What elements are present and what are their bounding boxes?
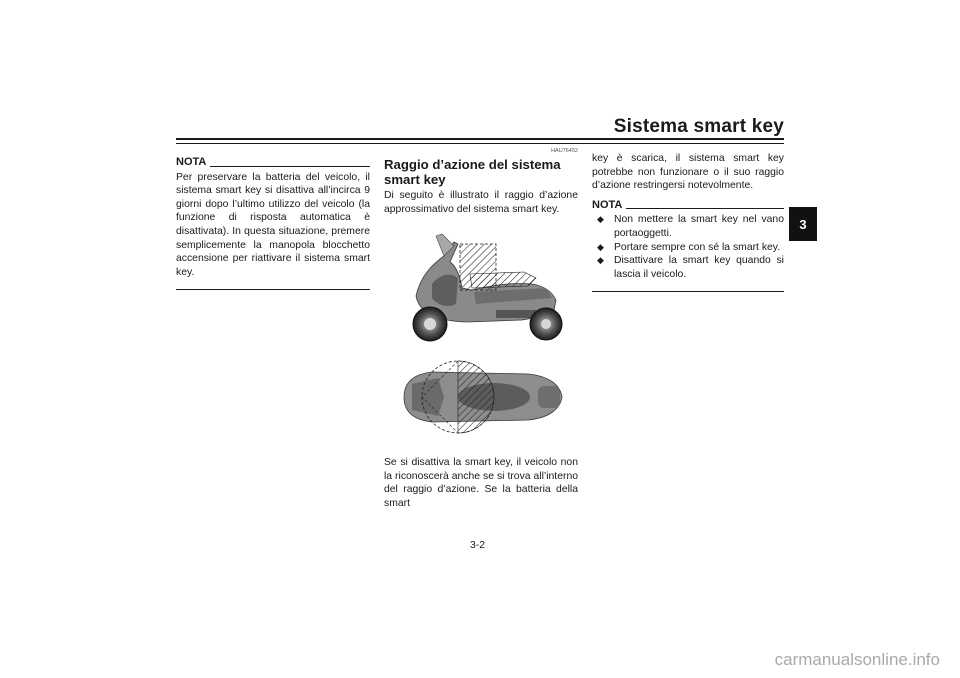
list-item-text: Disattivare la smart key quando si lascia il veicolo. <box>614 255 784 280</box>
note-bullet-list <box>592 213 784 281</box>
bullet-icon: ◆ <box>597 241 604 252</box>
page-title: Sistema smart key <box>613 116 784 137</box>
scooter-top-view-illustration <box>398 356 568 438</box>
note-heading <box>592 199 784 213</box>
header-rule-thick <box>176 138 784 140</box>
watermark[interactable]: carmanualsonline.info <box>774 650 940 669</box>
note-text: Per preservare la batteria del veicolo, il sistema smart key si disattiva all’incirca 9 giorni dopo l’ultimo utilizzo del veicolo (la funzione di risposta automatica è disattivata). In questa situazione, premere semplicemente la manopola blocchetto accensione per riattivare il sistema smart key. <box>176 171 370 278</box>
section-code: HAU76452 <box>551 148 578 154</box>
middle-column <box>384 148 578 511</box>
list-item-text: Non mettere la smart key nel vano portaoggetti. <box>614 214 784 239</box>
section-title: Raggio d’azione del sistema smart key <box>384 157 561 187</box>
left-column <box>176 156 370 290</box>
bullet-icon: ◆ <box>597 255 604 266</box>
note-heading <box>176 156 370 170</box>
list-item <box>592 213 784 240</box>
scooter-side-view-illustration <box>396 226 566 348</box>
right-column <box>592 152 784 292</box>
chapter-tab[interactable]: 3 <box>789 207 817 241</box>
note-heading-label: NOTA <box>592 198 623 211</box>
list-item <box>592 241 784 255</box>
list-item <box>592 254 784 281</box>
section-intro: Di seguito è illustrato il raggio d’azione approssimativo del sistema smart key. <box>384 190 578 215</box>
note-heading-label: NOTA <box>176 156 207 168</box>
bullet-icon: ◆ <box>597 214 604 225</box>
section-after-text: Se si disattiva la smart key, il veicolo non la riconoscerà anche se si trova all’interno del raggio d’azione. Se la batteria della smart <box>384 457 578 509</box>
note-end-rule <box>592 291 784 292</box>
header-rule-thin <box>176 143 784 144</box>
continued-text: key è scarica, il sistema smart key potrebbe non funzionare o il suo raggio d’azione restringersi notevolmente. <box>592 153 784 192</box>
list-item-text: Portare sempre con sé la smart key. <box>614 241 781 253</box>
note-end-rule <box>176 289 370 290</box>
page-number: 3-2 <box>470 540 486 551</box>
